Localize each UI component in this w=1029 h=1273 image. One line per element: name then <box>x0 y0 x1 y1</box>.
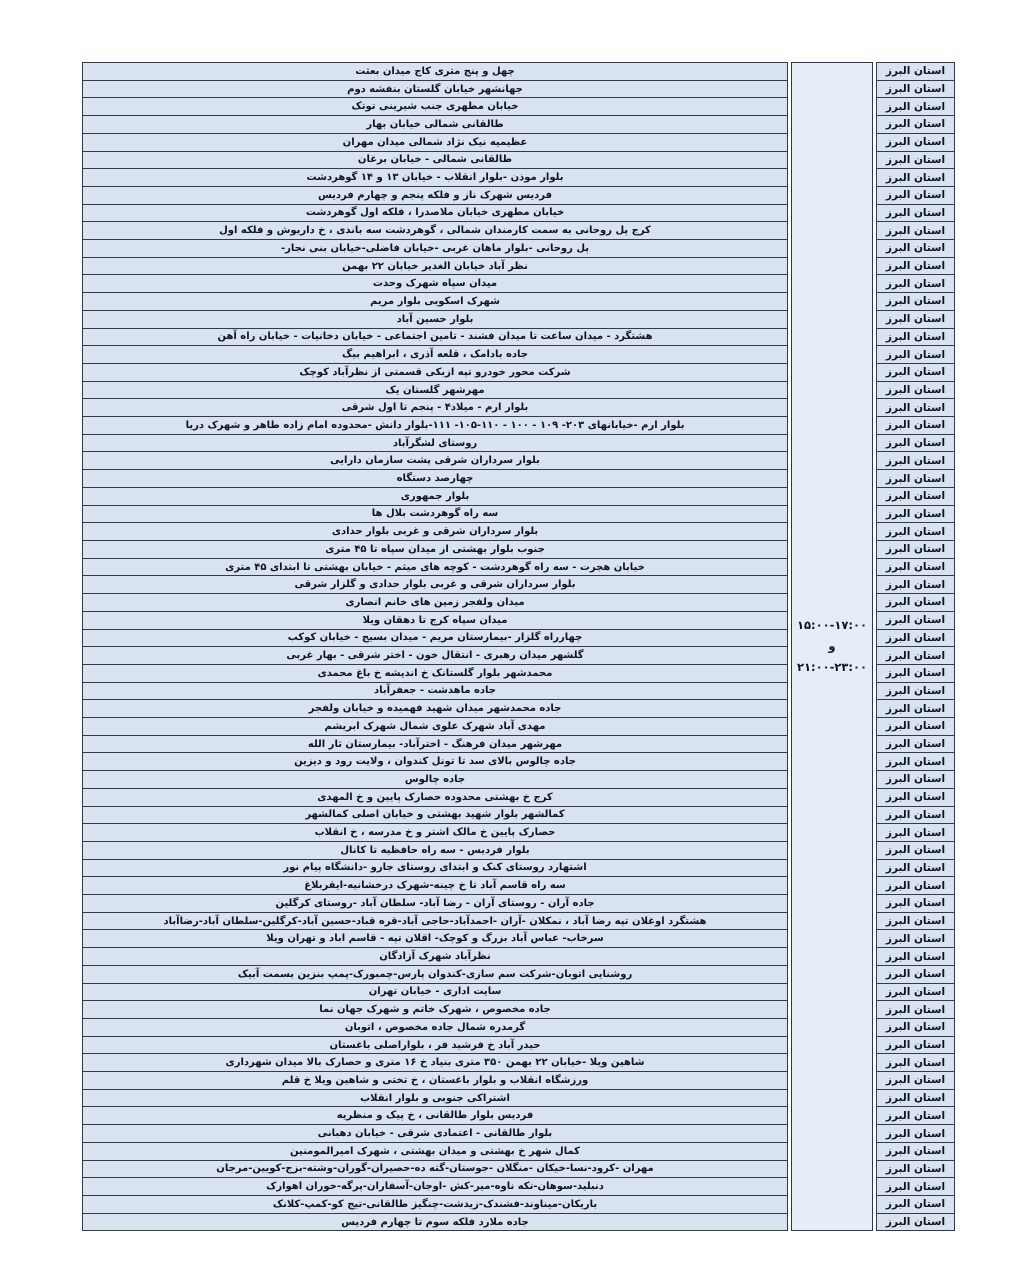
province-cell: استان البرز <box>877 807 954 825</box>
province-cell: استان البرز <box>877 417 954 435</box>
location-cell: نظرآباد شهرک آزادگان <box>83 948 787 966</box>
province-cell: استان البرز <box>877 984 954 1002</box>
province-cell: استان البرز <box>877 541 954 559</box>
location-cell: مهرشهر گلستان یک <box>83 382 787 400</box>
province-cell: استان البرز <box>877 700 954 718</box>
province-cell: استان البرز <box>877 683 954 701</box>
province-cell: استان البرز <box>877 523 954 541</box>
province-cell: استان البرز <box>877 152 954 170</box>
province-cell: استان البرز <box>877 771 954 789</box>
location-cell: جاده ماهدشت - جعفرآباد <box>83 683 787 701</box>
province-cell: استان البرز <box>877 630 954 648</box>
province-cell: استان البرز <box>877 1072 954 1090</box>
location-cell: پل روحانی -بلوار ماهان غربی -خیابان فاضلی-خیابان بنی نجار- <box>83 240 787 258</box>
location-cell: جاده چالوس <box>83 771 787 789</box>
province-cell: استان البرز <box>877 1107 954 1125</box>
location-cell: شهرک اسکویی بلوار مریم <box>83 293 787 311</box>
time-range-1: ۱۵:۰۰-۱۷:۰۰ <box>796 617 868 632</box>
province-column <box>876 62 955 1231</box>
location-cell: طالقانی شمالی خیابان بهار <box>83 116 787 134</box>
province-cell: استان البرز <box>877 1125 954 1143</box>
location-cell: مهدی آباد شهرک علوی شمال شهرک ابریشم <box>83 718 787 736</box>
location-cell: میدان ولفجر زمین های خانم انصاری <box>83 594 787 612</box>
location-cell: بلوار حسین آباد <box>83 311 787 329</box>
province-cell: استان البرز <box>877 187 954 205</box>
location-cell: سرخاب- عباس آباد بزرگ و کوچک- اقلان تپه - قاسم اباد و تهران ویلا <box>83 930 787 948</box>
province-cell: استان البرز <box>877 895 954 913</box>
location-cell: خیابان مطهری جنب شیرینی توتک <box>83 98 787 116</box>
location-cell: کرج خ بهشتی محدوده حصارک پایین و خ المهدی <box>83 789 787 807</box>
province-cell: استان البرز <box>877 789 954 807</box>
location-cell: عظیمیه نیک نژاد شمالی میدان مهران <box>83 134 787 152</box>
province-cell: استان البرز <box>877 134 954 152</box>
location-cell: سایت اداری - خیابان تهران <box>83 984 787 1002</box>
location-cell: دنبلید-سوهان-تکه ناوه-میر-کش -اوجان-آسفاران-پرگه-خوران اهوارک <box>83 1178 787 1196</box>
location-cell: بلوار ارم - میلاد۴ - پنجم تا اول شرقی <box>83 399 787 417</box>
province-cell: استان البرز <box>877 506 954 524</box>
location-cell: بلوار جمهوری <box>83 488 787 506</box>
locations-column <box>82 62 788 1231</box>
province-cell: استان البرز <box>877 452 954 470</box>
province-cell: استان البرز <box>877 1161 954 1179</box>
province-cell: استان البرز <box>877 98 954 116</box>
province-cell: استان البرز <box>877 1037 954 1055</box>
province-cell: استان البرز <box>877 311 954 329</box>
province-cell: استان البرز <box>877 205 954 223</box>
time-column <box>791 62 873 1231</box>
location-cell: گلشهر میدان رهبری - انتقال خون - اختر شرقی - بهار غربی <box>83 647 787 665</box>
location-cell: جاده محمدشهر میدان شهید فهمیده و خیابان ولفجر <box>83 700 787 718</box>
location-cell: چهارراه گلزار -بیمارستان مریم - میدان بسیج - خیابان کوکب <box>83 630 787 648</box>
location-cell: جاده بادامک ، قلعه آذری ، ابراهیم بیگ <box>83 346 787 364</box>
province-cell: استان البرز <box>877 346 954 364</box>
province-cell: استان البرز <box>877 240 954 258</box>
location-cell: جاده چالوس بالای سد تا تونل کندوان ، ولایت رود و دیزین <box>83 753 787 771</box>
location-cell: جنوب بلوار بهشتی از میدان سپاه تا ۴۵ متری <box>83 541 787 559</box>
province-cell: استان البرز <box>877 948 954 966</box>
province-cell: استان البرز <box>877 1178 954 1196</box>
province-cell: استان البرز <box>877 470 954 488</box>
province-cell: استان البرز <box>877 435 954 453</box>
location-cell: حیدر آباد خ فرشید فر ، بلواراصلی باغستان <box>83 1037 787 1055</box>
province-cell: استان البرز <box>877 1196 954 1214</box>
province-cell: استان البرز <box>877 913 954 931</box>
location-cell: خیابان هجرت - سه راه گوهردشت - کوچه های میثم - خیابان بهشتی تا ابتدای ۴۵ متری <box>83 559 787 577</box>
province-cell: استان البرز <box>877 736 954 754</box>
location-cell: جاده ملارد فلکه سوم تا چهارم فردیس <box>83 1214 787 1231</box>
province-cell: استان البرز <box>877 382 954 400</box>
province-cell: استان البرز <box>877 966 954 984</box>
province-cell: استان البرز <box>877 1001 954 1019</box>
province-cell: استان البرز <box>877 753 954 771</box>
location-cell: فردیس شهرک ناز و فلکه پنجم و چهارم فردیس <box>83 187 787 205</box>
location-cell: روشنایی اتوبان-شرکت سم سازی-کندوان پارس-چمبورک-پمپ بنزین بسمت آبیک <box>83 966 787 984</box>
location-cell: بلوار سرداران شرقی و غربی بلوار حدادی <box>83 523 787 541</box>
location-cell: جاده آران - روستای آران - رضا آباد- سلطان آباد -روستای کرگلین <box>83 895 787 913</box>
location-cell: میدان سپاه شهرک وحدت <box>83 275 787 293</box>
location-cell: بلوار سرداران شرقی و غربی بلوار حدادی و گلزار شرقی <box>83 576 787 594</box>
province-cell: استان البرز <box>877 647 954 665</box>
location-cell: شاهین ویلا -خیابان ۲۲ بهمن ۳۵۰ متری بنیاد خ ۱۶ متری و حصارک بالا میدان شهرداری <box>83 1054 787 1072</box>
outage-schedule-table <box>82 62 955 1231</box>
province-cell: استان البرز <box>877 258 954 276</box>
province-cell: استان البرز <box>877 842 954 860</box>
location-cell: فردیس بلوار طالقانی ، خ پیک و منظریه <box>83 1107 787 1125</box>
location-cell: گرمدره شمال جاده مخصوص ، اتوبان <box>83 1019 787 1037</box>
province-cell: استان البرز <box>877 718 954 736</box>
location-cell: مهرشهر میدان فرهنگ - اخترآباد- بیمارستان ثار الله <box>83 736 787 754</box>
location-cell: خیابان مطهری خیابان ملاصدرا ، فلکه اول گوهردشت <box>83 205 787 223</box>
time-range-2: ۲۱:۰۰-۲۳:۰۰ <box>796 660 868 675</box>
location-cell: جاده مخصوص ، شهرک خاتم و شهرک جهان نما <box>83 1001 787 1019</box>
province-cell: استان البرز <box>877 81 954 99</box>
province-cell: استان البرز <box>877 612 954 630</box>
province-cell: استان البرز <box>877 559 954 577</box>
province-cell: استان البرز <box>877 1090 954 1108</box>
location-cell: بلوار طالقانی - اعتمادی شرقی - خیابان دهبانی <box>83 1125 787 1143</box>
location-cell: کمالشهر بلوار شهید بهشتی و خیابان اصلی کمالشهر <box>83 807 787 825</box>
location-cell: مهران -کرود-نسا-خیکان -منگلان -جوستان-گته ده-حصیران-گوران-وشته-بزج-کویین-مرجان <box>83 1161 787 1179</box>
location-cell: نظر آباد خیابان الغدیر خیابان ۲۲ بهمن <box>83 258 787 276</box>
location-cell: بلوار موذن -بلوار انقلاب - خیابان ۱۳ و ۱۴ گوهردشت <box>83 169 787 187</box>
province-cell: استان البرز <box>877 488 954 506</box>
outage-time-cell <box>797 615 867 679</box>
province-cell: استان البرز <box>877 63 954 81</box>
location-cell: بلوار سرداران شرقی پشت سازمان دارایی <box>83 452 787 470</box>
location-cell: هشتگرد اوغلان تپه رضا آباد ، نمکلان -آران -احمدآباد-حاجی آباد-قره قباد-حسین آباد-کرگلین-سلطان آباد-رضاآباد <box>83 913 787 931</box>
province-cell: استان البرز <box>877 930 954 948</box>
time-conjunction: و <box>828 638 836 653</box>
location-cell: کمال شهر خ بهشتی و میدان بهشتی ، شهرک امیرالمومنین <box>83 1143 787 1161</box>
location-cell: بلوار ارم -خیابانهای ۲۰۳- ۱۰۹ - ۱۰۰ - ۱۱۰-۱۰۵- ۱۱۱-بلوار دانش -محدوده امام زاده طاهر و شهرک دریا <box>83 417 787 435</box>
location-cell: روستای لشگرآباد <box>83 435 787 453</box>
province-cell: استان البرز <box>877 399 954 417</box>
location-cell: سه راه گوهردشت بلال ها <box>83 506 787 524</box>
province-cell: استان البرز <box>877 364 954 382</box>
location-cell: چهل و پنج متری کاج میدان بعثت <box>83 63 787 81</box>
province-cell: استان البرز <box>877 824 954 842</box>
location-cell: حصارک پایین خ مالک اشتر و خ مدرسه ، خ انقلاب <box>83 824 787 842</box>
province-cell: استان البرز <box>877 594 954 612</box>
province-cell: استان البرز <box>877 1054 954 1072</box>
province-cell: استان البرز <box>877 576 954 594</box>
location-cell: کرج پل روحانی به سمت کارمندان شمالی ، گوهردشت سه باندی ، خ داریوش و فلکه اول <box>83 222 787 240</box>
location-cell: سه راه قاسم آباد تا خ چینه-شهرک درخشانیه-ایقربلاغ <box>83 877 787 895</box>
location-cell: میدان سپاه کرج تا دهقان ویلا <box>83 612 787 630</box>
province-cell: استان البرز <box>877 222 954 240</box>
province-cell: استان البرز <box>877 665 954 683</box>
location-cell: جهانشهر خیابان گلستان بنفشه دوم <box>83 81 787 99</box>
province-cell: استان البرز <box>877 877 954 895</box>
province-cell: استان البرز <box>877 293 954 311</box>
location-cell: هشتگرد - میدان ساعت تا میدان فشند - تامین اجتماعی - خیابان دخانیات - خیابان راه آهن <box>83 329 787 347</box>
location-cell: طالقانی شمالی - خیابان برغان <box>83 152 787 170</box>
location-cell: باریکان-میناوند-فشندک-زیدشت-چنگیز طالقانی-تیج کو-کمپ-کلانک <box>83 1196 787 1214</box>
location-cell: اشتراکی جنوبی و بلوار انقلاب <box>83 1090 787 1108</box>
location-cell: بلوار فردیس - سه راه حافظیه تا کانال <box>83 842 787 860</box>
province-cell: استان البرز <box>877 275 954 293</box>
province-cell: استان البرز <box>877 329 954 347</box>
province-cell: استان البرز <box>877 169 954 187</box>
province-cell: استان البرز <box>877 1019 954 1037</box>
province-cell: استان البرز <box>877 1143 954 1161</box>
location-cell: محمدشهر بلوار گلستانک خ اندیشه خ باغ محمدی <box>83 665 787 683</box>
location-cell: ورزشگاه انقلاب و بلوار باغستان ، خ تختی و شاهین ویلا خ قلم <box>83 1072 787 1090</box>
province-cell: استان البرز <box>877 1214 954 1231</box>
location-cell: چهارصد دستگاه <box>83 470 787 488</box>
location-cell: شرکت محور خودرو تپه ازبکی قسمتی از نظرآباد کوچک <box>83 364 787 382</box>
province-cell: استان البرز <box>877 116 954 134</box>
location-cell: اشتهارد روستای کنک و ابتدای روستای جارو -دانشگاه پیام نور <box>83 860 787 878</box>
province-cell: استان البرز <box>877 860 954 878</box>
